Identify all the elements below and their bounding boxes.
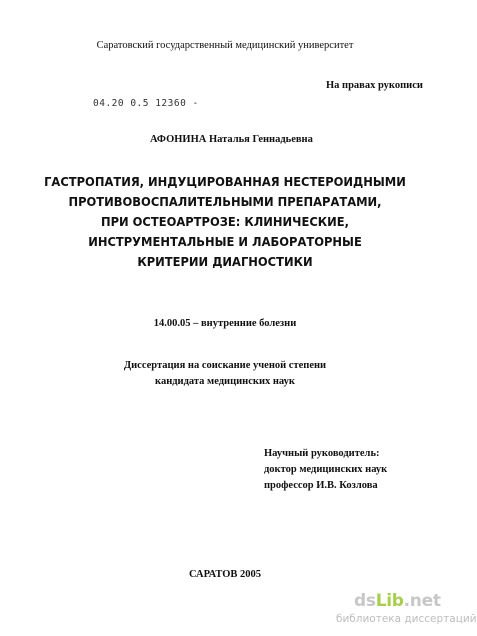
- dslib-logo: dsLib.net: [354, 591, 441, 611]
- degree-statement: [0, 358, 450, 390]
- university-name: Саратовский государственный медицинский университет: [96, 40, 354, 51]
- registration-stamp: 04.20 0.5 12360 -: [93, 98, 199, 109]
- title-line: ГАСТРОПАТИЯ, ИНДУЦИРОВАННАЯ НЕСТЕРОИДНЫМИ: [44, 174, 406, 189]
- supervisor-block: [264, 446, 387, 494]
- specialty-code: 14.00.05 – внутренние болезни: [153, 318, 297, 329]
- supervisor-line: профессор И.В. Козлова: [264, 480, 378, 491]
- supervisor-line: Научный руководитель:: [264, 448, 380, 459]
- manuscript-rights-note: На правах рукописи: [326, 80, 423, 91]
- title-line: ПРИ ОСТЕОАРТРОЗЕ: КЛИНИЧЕСКИЕ,: [100, 214, 350, 229]
- degree-line: кандидата медицинских наук: [155, 376, 295, 387]
- dslib-subtitle: библиотека диссертаций: [336, 613, 477, 625]
- supervisor-line: доктор медицинских наук: [264, 464, 388, 475]
- dissertation-title: [18, 172, 432, 272]
- title-line: ИНСТРУМЕНТАЛЬНЫЕ И ЛАБОРАТОРНЫЕ: [88, 234, 362, 249]
- title-line: ПРОТИВОВОСПАЛИТЕЛЬНЫМИ ПРЕПАРАТАМИ,: [68, 194, 382, 209]
- degree-line: Диссертация на соискание ученой степени: [123, 360, 327, 371]
- dslib-watermark: [336, 591, 477, 625]
- city-year: САРАТОВ 2005: [188, 569, 262, 580]
- title-line: КРИТЕРИИ ДИАГНОСТИКИ: [137, 254, 313, 269]
- author-name: АФОНИНА Наталья Геннадьевна: [150, 134, 313, 145]
